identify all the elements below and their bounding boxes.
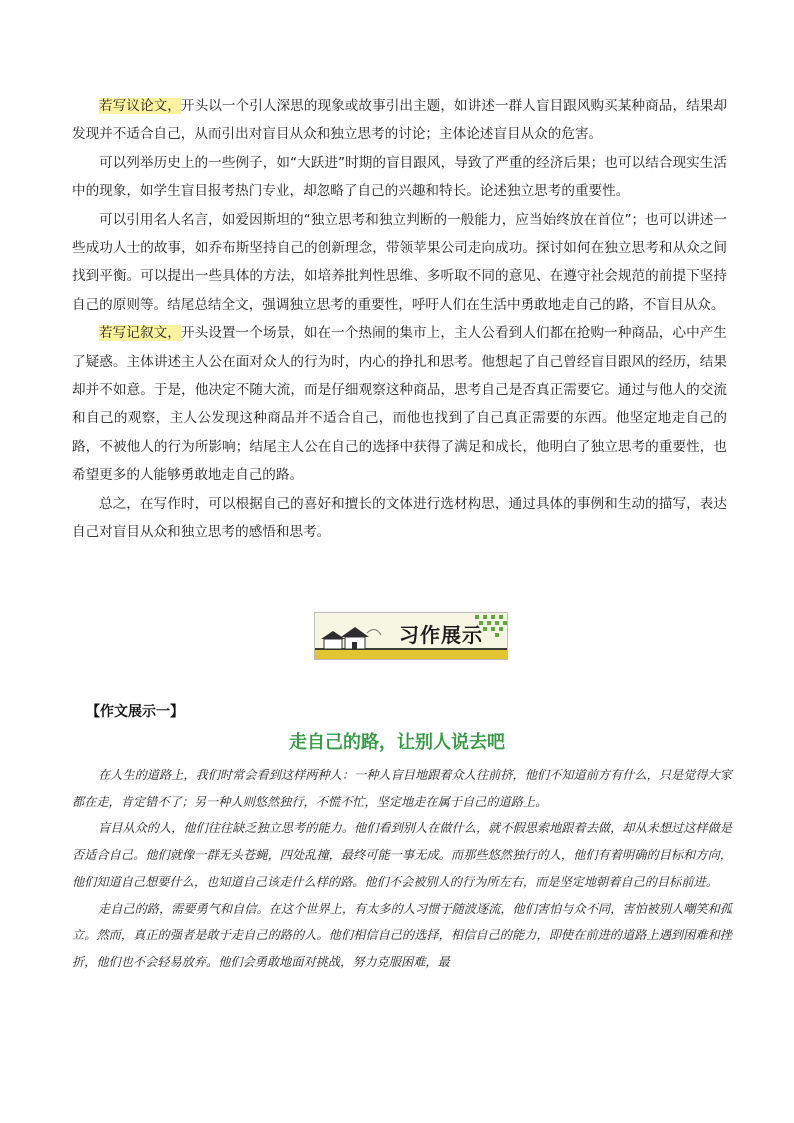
highlight-argumentative: 若写议论文， bbox=[99, 98, 181, 114]
guidance-paragraph-examples: 可以列举历史上的一些例子，如“大跃进”时期的盲目跟风，导致了严重的经济后果；也可以结合现实生活中的现象，如学生盲目报考热门专业，却忽略了自己的兴趣和特长。论述独立思考的重要性。 bbox=[72, 154, 727, 200]
guidance-paragraph-quotes: 可以引用名人名言，如爱因斯坦的“独立思考和独立判断的一般能力，应当始终放在首位”；也可以讲述一些成功人士的故事，如乔布斯坚持自己的创新理念，带领苹果公司走向成功。探讨如何在独立思考和从众之间找到平衡。可以提出一些具体的方法，如培养批判性思维、多听取不同的意见、在遵守社会规范的前提下坚持自己的原则等。结尾总结全文，强调独立思考的重要性，呼吁人们在生活中勇敢地走自己的路，不盲目从众。 bbox=[72, 211, 727, 313]
banner-title: 习作展示 bbox=[399, 623, 483, 647]
highlight-narrative: 若写记叙文， bbox=[99, 325, 181, 342]
guidance-paragraph-summary: 总之，在写作时，可以根据自己的喜好和擅长的文体进行选材构思，通过具体的事例和生动的描写，表达自己对盲目从众和独立思考的感悟和思考。 bbox=[72, 495, 727, 541]
essay-paragraph: 盲目从众的人，他们往往缺乏独立思考的能力。他们看到别人在做什么，就不假思索地跟着去做，却从未想过这样做是否适合自己。他们就像一群无头苍蝇，四处乱撞，最终可能一事无成。而那些悠然独行的人，他们有着明确的目标和方向，他们知道自己想要什么，也知道自己该走什么样的路。他们不会被别人的行为所左右，而是坚定地朝着自己的目标前进。 bbox=[72, 821, 732, 889]
section-banner bbox=[314, 612, 508, 660]
guidance-paragraph-argumentative: 若写议论文，开头以一个引人深思的现象或故事引出主题，如讲述一群人盲目跟风购买某种商品，结果却发现并不适合自己，从而引出对盲目从众和独立思考的讨论；主体论述盲目从众的危害。 bbox=[72, 98, 727, 143]
guidance-paragraph-narrative: 若写记叙文，开头设置一个场景，如在一个热闹的集市上，主人公看到人们都在抢购一种商品，心中产生了疑惑。主体讲述主人公在面对众人的行为时，内心的挣扎和思考。他想起了自己曾经盲目跟风的经历，结果却并不如意。于是，他决定不随大流，而是仔细观察这种商品，思考自己是否真正需要它。通过与他人的交流和自己的观察，主人公发现这种商品并不适合自己，而他也找到了自己真正需要的东西。他坚定地走自己的路，不被他人的行为所影响；结尾主人公在自己的选择中获得了满足和成长，他明白了独立思考的重要性，也希望更多的人能够勇敢地走自己的路。 bbox=[72, 325, 727, 484]
essay-paragraph: 走自己的路，需要勇气和自信。在这个世界上，有太多的人习惯于随波逐流，他们害怕与众不同，害怕被别人嘲笑和孤立。然而，真正的强者是敢于走自己的路的人。他们相信自己的选择，相信自己的能力，即使在前进的道路上遇到困难和挫折，他们也不会轻易放弃。他们会勇敢地面对挑战，努力克服困难，最 bbox=[72, 901, 732, 969]
essay-body bbox=[72, 762, 732, 976]
writing-guidance bbox=[72, 92, 727, 547]
essay-title: 走自己的路，让别人说去吧 bbox=[289, 732, 505, 753]
essay-paragraph: 在人生的道路上，我们时常会看到这样两种人：一种人盲目地跟着众人往前挤，他们不知道前方有什么，只是觉得大家都在走，肯定错不了；另一种人则悠然独行，不慌不忙，坚定地走在属于自己的道路上。 bbox=[72, 768, 732, 809]
section-label: 【作文展示一】 bbox=[86, 704, 184, 720]
